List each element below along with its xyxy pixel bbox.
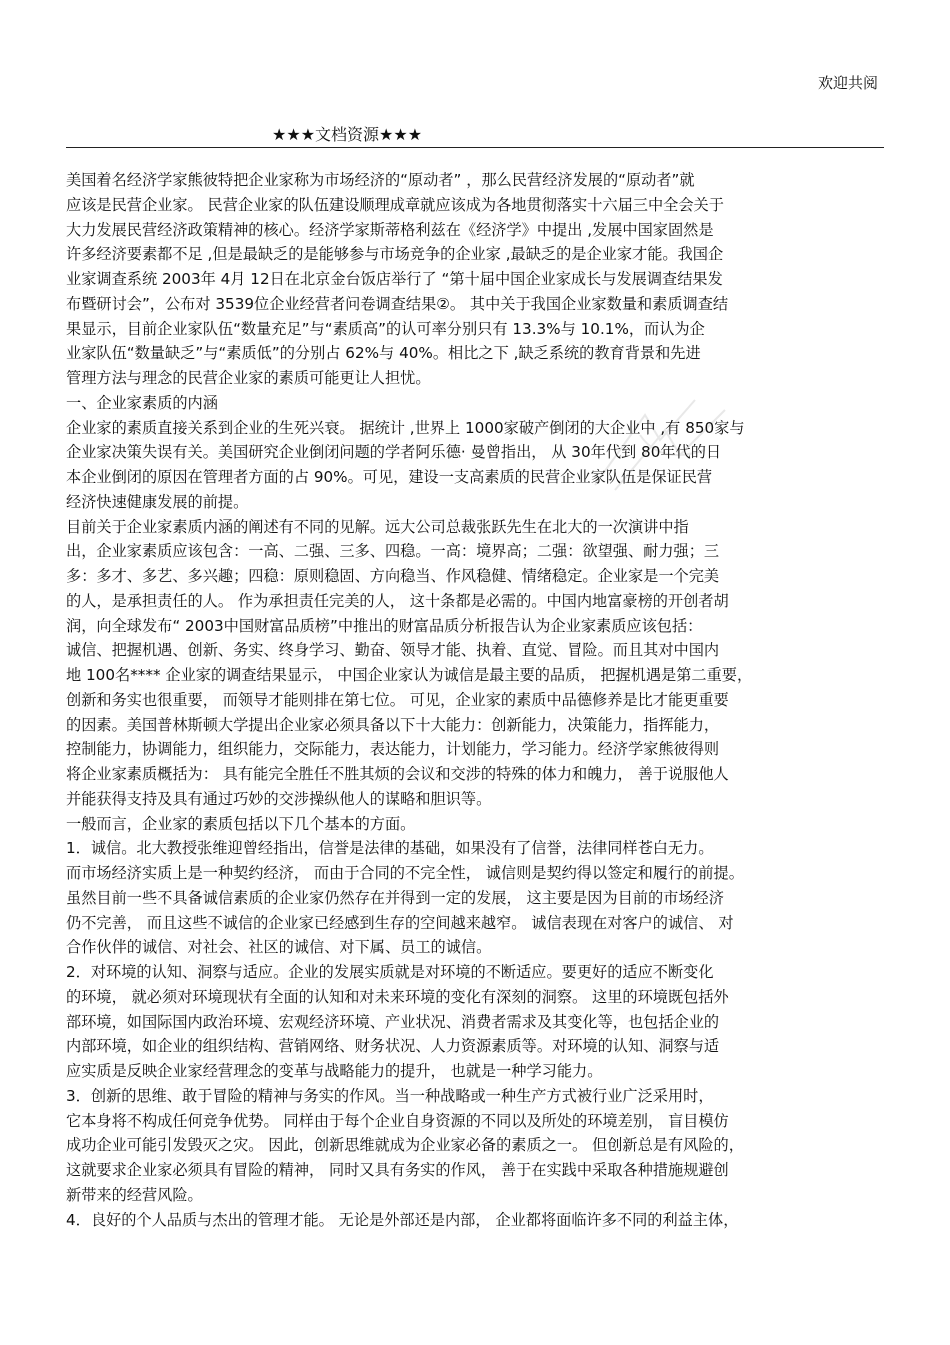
text-line: 而市场经济实质上是一种契约经济， 而由于合同的不完全性， 诚信则是契约得以签定和履行的前提。 [66,864,744,882]
text-line: 这就要求企业家必须具有冒险的精神， 同时又具有务实的作风， 善于在实践中采取各种措施规避创 [66,1161,729,1179]
text-line: 一般而言，企业家的素质包括以下几个基本的方面。 [66,814,416,833]
text-line: 并能获得支持及具有通过巧妙的交涉操纵他人的谋略和胆识等。 [66,789,492,808]
text-line: 的人，是承担责任的人。 作为承担责任完美的人， 这十条都是必需的。中国内地富豪榜的开创者胡 [66,591,729,610]
text-line: 4．良好的个人品质与杰出的管理才能。 无论是外部还是内部， 企业都将面临许多不同的利益主体， [66,1210,739,1229]
text-line: 经济快速健康发展的前提。 [66,492,249,511]
text-line: 业家队伍“数量缺乏”与“素质低”的分别占 62%与 40%。相比之下 ,缺乏系统的教育背景和先进 [66,344,701,363]
text-line: 一、企业家素质的内涵 [66,393,218,412]
document-body [66,168,882,1232]
document-resource-title: ★★★文档资源★★★ [272,125,423,144]
text-line: 管理方法与理念的民营企业家的素质可能更让人担忧。 [66,369,431,387]
text-line: 诚信、把握机遇、创新、务实、终身学习、勤奋、领导才能、执着、直觉、冒险。而且其对中国内 [66,641,720,660]
text-line: 业家调查系统 2003年 4月 12日在北京金台饭店举行了 “第十届中国企业家成长与发展调查结果发 [66,270,723,288]
text-line: 出，企业家素质应该包含：一高、二强、三多、四稳。一高：境界高；二强：欲望强、耐力强；三 [66,542,720,561]
text-line: 创新和务实也很重要， 而领导才能则排在第七位。 可见，企业家的素质中品德修养是比才能更重要 [66,690,729,709]
text-line: 3．创新的思维、敢于冒险的精神与务实的作风。当一种战略或一种生产方式被行业广泛采用时， [66,1086,714,1105]
text-line: 部环境，如国际国内政治环境、宏观经济环境、产业状况、消费者需求及其变化等，也包括企业的 [66,1012,720,1031]
text-line: 美国着名经济学家熊彼特把企业家称为市场经济的“原动者” ，那么民营经济发展的“原动者”就 [66,171,695,189]
text-line: 1．诚信。北大教授张维迎曾经指出，信誉是法律的基础，如果没有了信誉，法律同样苍白无力。 [66,839,714,858]
text-line: 企业家决策失误有关。美国研究企业倒闭问题的学者阿乐德· 曼曾指出， 从 30年代到 80年代的日 [66,443,722,462]
text-line: 本企业倒闭的原因在管理者方面的占 90%。可见，建设一支高素质的民营企业家队伍是保证民营 [66,468,713,486]
text-line: 内部环境，如企业的组织结构、营销网络、财务状况、人力资源素质等。对环境的认知、洞察与适 [66,1037,720,1056]
text-line: 的因素。美国普林斯顿大学提出企业家必须具备以下十大能力：创新能力，决策能力，指挥能力， [66,715,720,734]
text-line: 将企业家素质概括为： 具有能完全胜任不胜其烦的会议和交涉的特殊的体力和魄力， 善于说服他人 [66,765,729,783]
text-line: 应该是民营企业家。 民营企业家的队伍建设顺理成章就应该成为各地贯彻落实十六届三中全会关于 [66,195,724,214]
text-line: 企业家的素质直接关系到企业的生死兴衰。 据统计 ,世界上 1000家破产倒闭的大企业中 ,有 850家与 [66,418,745,437]
text-line: 新带来的经营风险。 [66,1185,203,1204]
text-line: 多：多才、多艺、多兴趣；四稳：原则稳固、方向稳当、作风稳健、情绪稳定。企业家是一个完美 [66,567,720,585]
text-line: 的环境， 就必须对环境现状有全面的认知和对未来环境的变化有深刻的洞察。 这里的环境既包括外 [66,987,729,1006]
text-line: 虽然目前一些不具备诚信素质的企业家仍然存在并得到一定的发展， 这主要是因为目前的市场经济 [66,888,724,907]
text-line: 成功企业可能引发毁灭之灾。 因此，创新思维就成为企业家必备的素质之一。 但创新总是有风险的， [66,1136,744,1155]
text-line: 地 100名**** 企业家的调查结果显示， 中国企业家认为诚信是最主要的品质， 把握机遇是第二重要， [66,666,753,684]
text-line: 润，向全球发布“ 2003中国财富品质榜”中推出的财富品质分析报告认为企业家素质应该包括： [66,616,703,635]
text-line: 应实质是反映企业家经营理念的变革与战略能力的提升， 也就是一种学习能力。 [66,1062,603,1080]
text-line: 许多经济要素都不足 ,但是最缺乏的是能够参与市场竞争的企业家 ,最缺乏的是企业家才能。我国企 [66,245,724,264]
text-line: 2．对环境的认知、洞察与适应。企业的发展实质就是对环境的不断适应。要更好的适应不断变化 [66,963,714,981]
text-line: 目前关于企业家素质内涵的阐述有不同的见解。远大公司总裁张跃先生在北大的一次演讲中指 [66,517,689,536]
text-line: 它本身将不构成任何竞争优势。 同样由于每个企业自身资源的不同以及所处的环境差别， 盲目模仿 [66,1111,729,1130]
text-line: 仍不完善， 而且这些不诚信的企业家已经感到生存的空间越来越窄。 诚信表现在对客户的诚信、 对 [66,913,734,932]
text-line: 控制能力，协调能力，组织能力，交际能力，表达能力，计划能力，学习能力。经济学家熊彼得则 [66,740,720,759]
text-line: 大力发展民营经济政策精神的核心。经济学家斯蒂格利兹在《经济学》中提出 ,发展中国家固然是 [66,220,714,239]
text-line: 布暨研讨会”，公布对 3539位企业经营者问卷调查结果②。 其中关于我国企业家数量和素质调查结 [66,294,729,313]
welcome-text: 欢迎共阅 [817,74,878,92]
text-line: 合作伙伴的诚信、对社会、社区的诚信、对下属、员工的诚信。 [66,938,492,957]
text-line: 果显示，目前企业家队伍“数量充足”与“素质高”的认可率分别只有 13.3%与 10.1%，而认为企 [66,319,705,338]
header-rule [66,147,884,148]
